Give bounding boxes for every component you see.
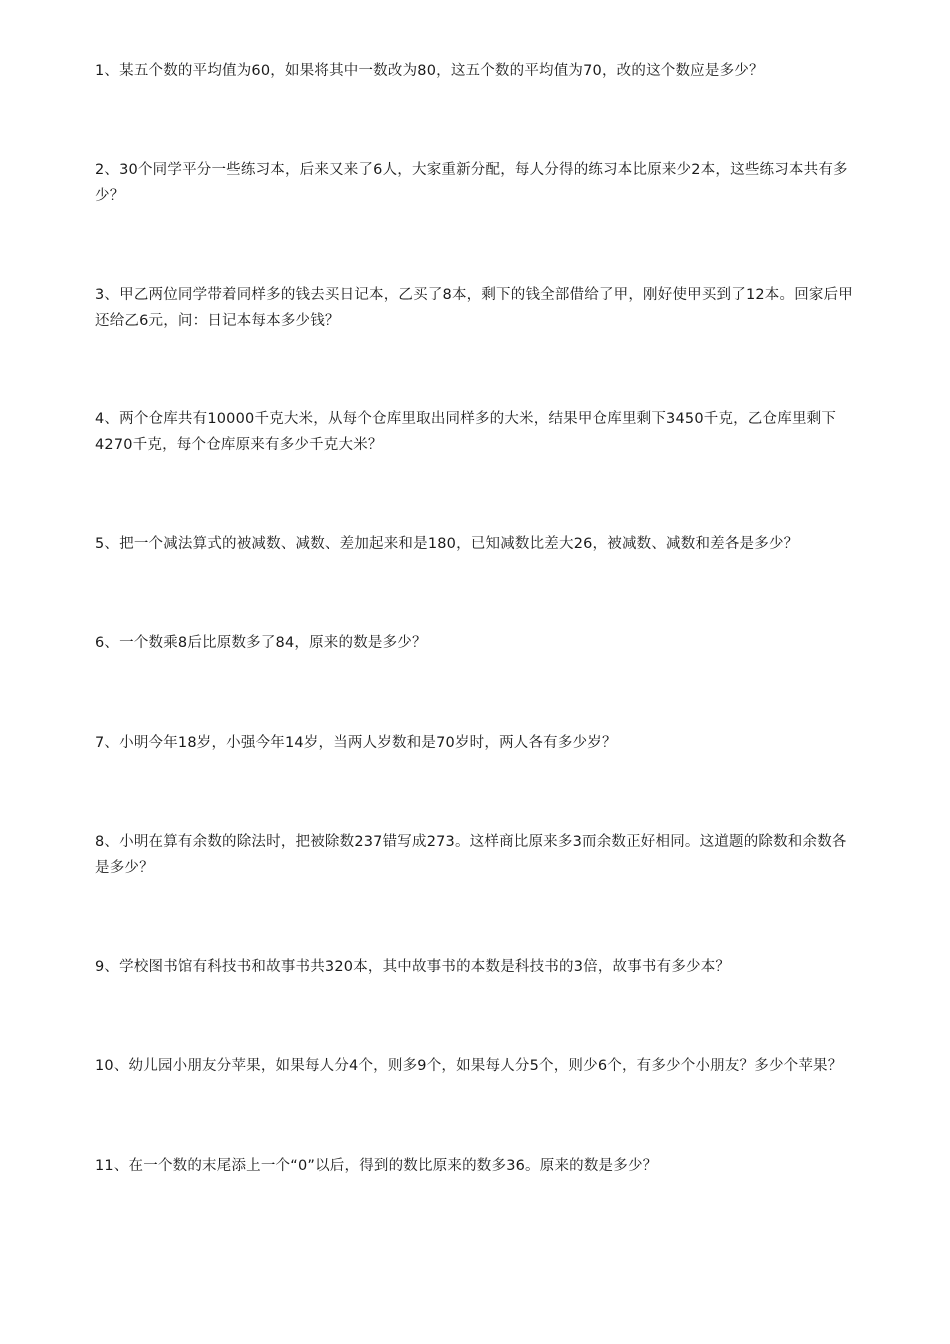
question-11: 11、在一个数的末尾添上一个“0”以后，得到的数比原来的数多36。原来的数是多少？ <box>95 1158 658 1174</box>
question-7: 7、小明今年18岁，小强今年14岁，当两人岁数和是70岁时，两人各有多少岁？ <box>95 735 617 751</box>
question-3: 3、甲乙两位同学带着同样多的钱去买日记本，乙买了8本，剩下的钱全部借给了甲，刚好使甲买到了12本。回家后甲还给乙6元，问：日记本每本多少钱？ <box>95 287 853 329</box>
question-2: 2、30个同学平分一些练习本，后来又来了6人，大家重新分配，每人分得的练习本比原来少2本，这些练习本共有多少？ <box>95 162 848 204</box>
question-4: 4、两个仓库共有10000千克大米，从每个仓库里取出同样多的大米，结果甲仓库里剩下3450千克，乙仓库里剩下4270千克，每个仓库原来有多少千克大米？ <box>95 411 837 453</box>
question-6: 6、一个数乘8后比原数多了84，原来的数是多少？ <box>95 635 427 651</box>
question-5: 5、把一个减法算式的被减数、减数、差加起来和是180，已知减数比差大26，被减数、减数和差各是多少？ <box>95 536 799 552</box>
question-1: 1、某五个数的平均值为60，如果将其中一数改为80，这五个数的平均值为70，改的这个数应是多少？ <box>95 63 764 79</box>
question-9: 9、学校图书馆有科技书和故事书共320本，其中故事书的本数是科技书的3倍，故事书有多少本？ <box>95 959 731 975</box>
question-10: 10、幼儿园小朋友分苹果，如果每人分4个，则多9个，如果每人分5个，则少6个，有多少个小朋友？多少个苹果？ <box>95 1058 843 1074</box>
question-8: 8、小明在算有余数的除法时，把被除数237错写成273。这样商比原来多3而余数正好相同。这道题的除数和余数各是多少？ <box>95 834 847 876</box>
